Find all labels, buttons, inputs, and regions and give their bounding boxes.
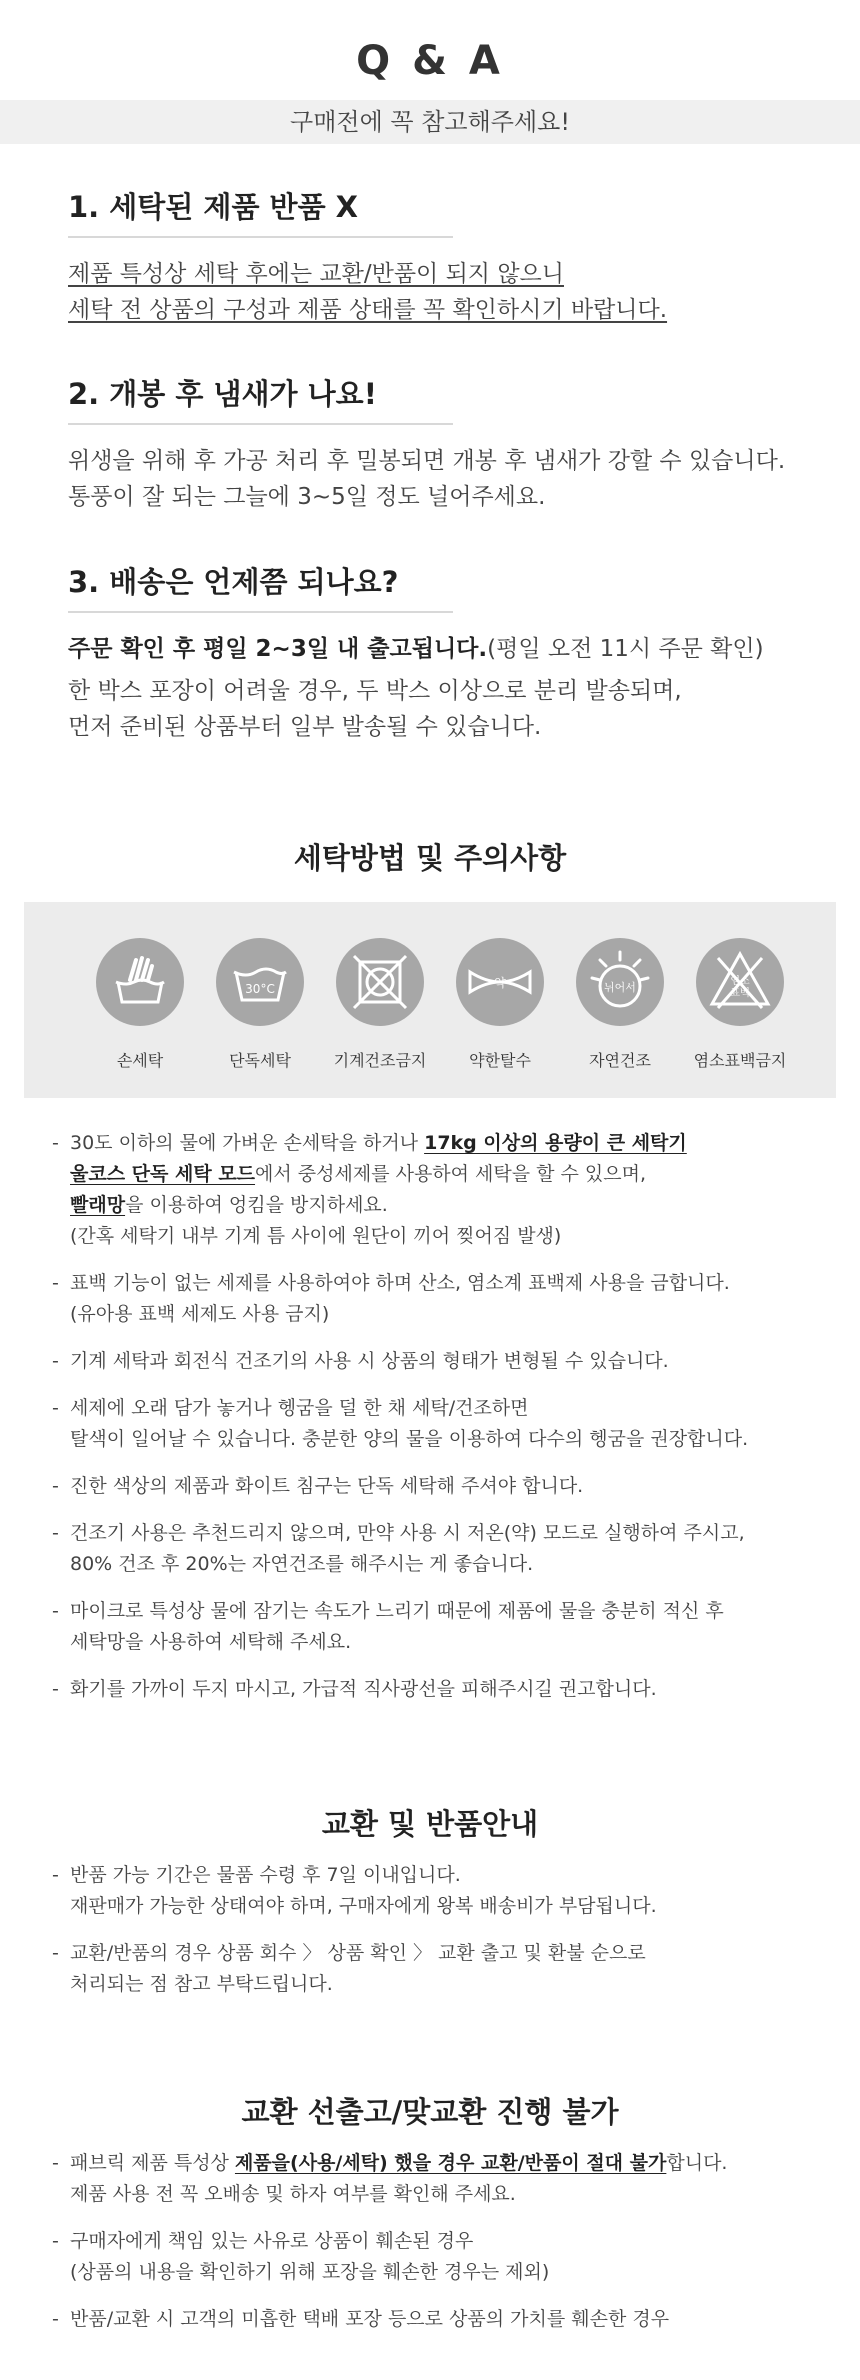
care-title: 세탁방법 및 주의사항 [293,841,567,875]
note-text: 구매자에게 책임 있는 사유로 상품이 훼손된 경우 [70,2230,474,2252]
hand-wash-icon [96,938,184,1026]
list-item [52,1393,822,1455]
note-text-bold: 빨래망 [70,1194,126,1216]
note-text: 합니다. [666,2152,728,2174]
list-item [52,1596,822,1658]
note-text: 을 이용하여 엉킴을 방지하세요. [125,1194,388,1216]
dash: - [52,2230,59,2252]
note-text: 반품/교환 시 고객의 미흡한 택배 포장 등으로 상품의 가치를 훼손한 경우 [70,2308,670,2330]
note-text: 건조기 사용은 추천드리지 않으며, 만약 사용 시 저온(약) 모드로 실행하여 주시고, [70,1522,745,1544]
dash: - [52,1350,59,1372]
care-label: 기계건조금지 [333,1051,427,1070]
note-text: (유아용 표백 세제도 사용 금지) [70,1303,330,1325]
care-icons-panel [24,902,836,1098]
note-text: 교환/반품의 경우 상품 회수 〉 상품 확인 〉 교환 출고 및 환불 순으로 [70,1942,646,1964]
qa-text: 한 박스 포장이 어려울 경우, 두 박스 이상으로 분리 발송되며, [68,678,682,704]
qa-text: 위생을 위해 후 가공 처리 후 밀봉되면 개봉 후 냄새가 강할 수 있습니다. [68,448,786,474]
divider [68,236,453,238]
care-label: 염소표백금지 [693,1051,787,1070]
note-text: 마이크로 특성상 물에 잠기는 속도가 느리기 때문에 제품에 물을 충분히 적신 후 [70,1600,724,1622]
dash: - [52,2308,59,2330]
no-tumble-dry-icon [336,938,424,1026]
no-exchange-notes [52,2148,822,2351]
note-text: 탈색이 일어날 수 있습니다. 충분한 양의 물을 이용하여 다수의 헹굼을 권장합니다. [70,1428,749,1450]
note-text: 에서 중성세제를 사용하여 세탁을 할 수 있으며, [255,1163,647,1185]
care-item-shade-dry [560,938,680,1071]
qa-heading: 3. 배송은 언제쯤 되나요? [68,565,399,599]
list-item [52,2226,822,2288]
care-item-no-bleach [680,938,800,1071]
list-item [52,1268,822,1330]
care-item-no-tumble-dry [320,938,440,1071]
qa-title: Q & A [356,38,504,84]
qa-text: 통풍이 잘 되는 그늘에 3~5일 정도 널어주세요. [68,484,546,510]
note-text: 30도 이하의 물에 가벼운 손세탁을 하거나 [70,1132,425,1154]
note-text: 재판매가 가능한 상태여야 하며, 구매자에게 왕복 배송비가 부담됩니다. [70,1895,657,1917]
care-item-gentle-spin [440,938,560,1071]
shade-dry-icon [576,938,664,1026]
list-item [52,1471,822,1502]
note-text: 세제에 오래 담가 놓거나 헹굼을 덜 한 채 세탁/건조하면 [70,1397,529,1419]
note-text: 반품 가능 기간은 물품 수령 후 7일 이내입니다. [70,1864,461,1886]
dash: - [52,1397,59,1419]
dash: - [52,1864,59,1886]
qa-text-note: (평일 오전 11시 주문 확인) [487,636,764,662]
dash: - [52,1272,59,1294]
exchange-notes [52,1860,822,2016]
list-item [52,1674,822,1705]
bleach-text-2: 표백 [730,988,750,999]
note-text: (간혹 세탁기 내부 기계 틈 사이에 원단이 끼어 찢어짐 발생) [70,1225,562,1247]
dash: - [52,1522,59,1544]
wash-temp-text: 30°C [245,982,275,996]
dash: - [52,1475,59,1497]
bleach-text-1: 염소 [730,976,750,987]
note-text: 처리되는 점 참고 부탁드립니다. [70,1973,333,1995]
list-item [52,1128,822,1252]
care-label: 단독세탁 [229,1051,291,1070]
note-text-bold: 울코스 단독 세탁 모드 [70,1163,256,1185]
no-exchange-title: 교환 선출고/맞교환 진행 불가 [241,2095,619,2129]
qa-item-3 [68,560,808,745]
list-item [52,2304,822,2335]
list-item [52,2148,822,2210]
note-text-bold: 17kg 이상의 용량이 큰 세탁기 [424,1132,687,1154]
dash: - [52,2152,59,2174]
divider [68,423,453,425]
note-text: 세탁망을 사용하여 세탁해 주세요. [70,1631,352,1653]
list-item [52,1346,822,1377]
care-item-hand-wash [80,938,200,1071]
qa-text-bold: 주문 확인 후 평일 2~3일 내 출고됩니다. [68,636,488,662]
note-text: 80% 건조 후 20%는 자연건조를 해주시는 게 좋습니다. [70,1553,534,1575]
note-text: 기계 세탁과 회전식 건조기의 사용 시 상품의 형태가 변형될 수 있습니다. [70,1350,669,1372]
dash: - [52,1942,59,1964]
dash: - [52,1132,59,1154]
note-text: 제품 사용 전 꼭 오배송 및 하자 여부를 확인해 주세요. [70,2183,516,2205]
gentle-spin-icon [456,938,544,1026]
dash: - [52,1678,59,1700]
note-text: 화기를 가까이 두지 마시고, 가급적 직사광선을 피해주시길 권고합니다. [70,1678,657,1700]
single-wash-30-icon [216,938,304,1026]
note-text: 패브릭 제품 특성상 [70,2152,235,2174]
care-notes [52,1128,822,1721]
care-item-single-wash [200,938,320,1071]
exchange-title: 교환 및 반품안내 [321,1807,539,1841]
divider [68,611,453,613]
qa-text [68,631,808,667]
shade-dry-text: 뉘어서 [604,981,636,994]
list-item [52,1860,822,1922]
note-text: 진한 색상의 제품과 화이트 침구는 단독 세탁해 주셔야 합니다. [70,1475,584,1497]
care-label: 자연건조 [589,1051,651,1070]
qa-text: 먼저 준비된 상품부터 일부 발송될 수 있습니다. [68,714,542,740]
spin-level-text: 약 [494,976,506,990]
care-label: 약한탈수 [469,1051,531,1070]
note-text: (상품의 내용을 확인하기 위해 포장을 훼손한 경우는 제외) [70,2261,550,2283]
list-item [52,1938,822,2000]
no-bleach-icon [696,938,784,1026]
qa-text: 세탁 전 상품의 구성과 제품 상태를 꼭 확인하시기 바랍니다. [68,297,668,323]
qa-heading: 1. 세탁된 제품 반품 X [68,190,359,224]
qa-item-2 [68,372,808,515]
qa-item-1 [68,185,808,328]
qa-text: 제품 특성상 세탁 후에는 교환/반품이 되지 않으니 [68,261,564,287]
care-label: 손세탁 [116,1051,164,1070]
note-text-bold: 제품을(사용/세탁) 했을 경우 교환/반품이 절대 불가 [234,2152,667,2174]
qa-heading: 2. 개봉 후 냄새가 나요! [68,377,377,411]
qa-banner: 구매전에 꼭 참고해주세요! [0,100,860,144]
list-item [52,1518,822,1580]
note-text: 표백 기능이 없는 세제를 사용하여야 하며 산소, 염소계 표백제 사용을 금합니다. [70,1272,730,1294]
dash: - [52,1600,59,1622]
